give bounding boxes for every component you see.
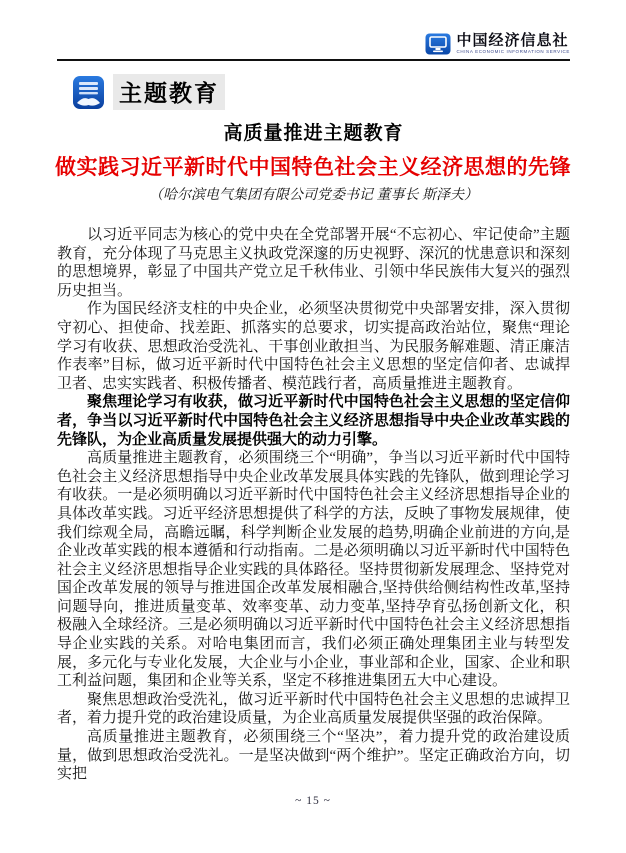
paragraph: 聚焦思想政治受洗礼，做习近平新时代中国特色社会主义思想的忠诚捍卫者，着力提升党的政治建设质量，为企业高质量发展提供坚强的政治保障。 [57, 691, 570, 727]
section-badge [72, 74, 225, 110]
brand-logo [425, 33, 571, 55]
brand-tagline: CHINA ECONOMIC INFORMATION SERVICE [456, 48, 570, 54]
article-body [57, 226, 570, 784]
article-byline: （哈尔滨电气集团有限公司党委书记 董事长 斯泽夫） [149, 188, 478, 203]
badge-label-box [113, 74, 225, 110]
article-title: 高质量推进主题教育 [223, 123, 404, 144]
paragraph: 作为国民经济支柱的中央企业，必须坚决贯彻党中央部署安排，深入贯彻守初心、担使命、找差距、抓落实的总要求，切实提高政治站位，聚焦“理论学习有收获、思想政治受洗礼、干事创业敢担当、为民服务解难题、清正廉洁作表率”目标，做习近平新时代中国特色社会主义思想的坚定信仰者、忠诚捍卫者、忠实实践者、积极传播者、模范践行者，高质量推进主题教育。 [57, 301, 570, 392]
monitor-logo-icon [425, 33, 451, 55]
brand-name: 中国经济信息社 [456, 31, 569, 49]
paragraph: 高质量推进主题教育，必须围绕三个“坚决”，着力提升党的政治建设质量，做到思想政治受洗礼。一是坚决做到“两个维护”。坚定正确政治方向，切实把 [57, 729, 570, 783]
paragraph-emphasis: 聚焦理论学习有收获，做习近平新时代中国特色社会主义思想的坚定信仰者，争当以习近平新时代中国特色社会主义经济思想指导中央企业改革实践的先锋队，为企业高质量发展提供强大的动力引擎。 [57, 393, 570, 448]
brand-logo-text-block [457, 33, 571, 55]
article-subtitle: 做实践习近平新时代中国特色社会主义经济思想的先锋 [55, 156, 571, 179]
badge-logo-icon [72, 75, 105, 110]
paragraph: 高质量推进主题教育，必须围绕三个“明确”，争当以习近平新时代中国特色社会主义经济思想指导中央企业改革发展具体实践的先锋队，做到理论学习有收获。一是必须明确以习近平新时代中国特色社会主义经济思想指导企业的具体改革实践。习近平经济思想提供了科学的方法，反映了事物发展规律，使我们综观全局，高瞻远瞩，科学判断企业发展的趋势,明确企业前进的方向,是企业改革实践的根本遵循和行动指南。二是必须明确以习近平新时代中国特色社会主义经济思想指导企业实践的具体路径。坚持贯彻新发展理念、坚持党对国企改革发展的领导与推进国企改革发展相融合,坚持供给侧结构性改革,坚持问题导向，推进质量变革、效率变革、动力变革,坚持孕育弘扬创新文化，积极融入全球经济。三是必须明确以习近平新时代中国特色社会主义经济思想指导企业实践的关系。对哈电集团而言，我们必须正确处理集团主业与转型发展，多元化与专业化发展，大企业与小企业，事业部和企业，国家、企业和职工利益问题，集团和企业等关系，坚定不移推进集团五大中心建设。 [57, 450, 570, 690]
badge-label: 主题教育 [119, 80, 219, 106]
page-header [57, 30, 570, 61]
page-number: ~ 15 ~ [295, 795, 331, 807]
paragraph: 以习近平同志为核心的党中央在全党部署开展“不忘初心、牢记使命”主题教育，充分体现了马克思主义执政党深邃的历史视野、深沉的忧患意识和深刻的思想境界，彰显了中国共产党立足千秋伟业、引领中华民族伟大复兴的强烈历史担当。 [57, 227, 570, 299]
